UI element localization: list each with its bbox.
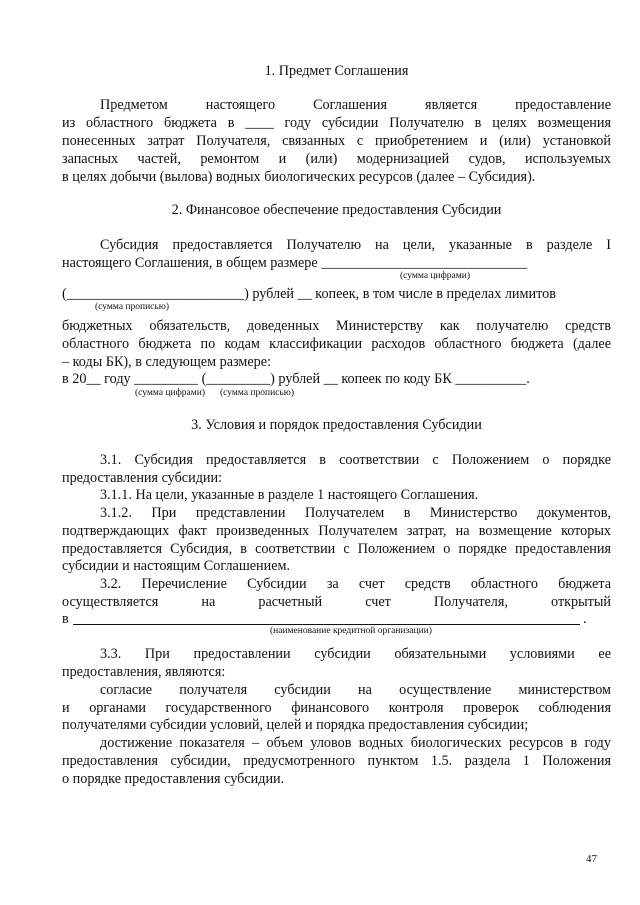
- section2-line-3: (_________________________) рублей __ копеек, в том числе в пределах лимитов: [62, 286, 556, 302]
- caption-sum-digits-2: (сумма цифрами): [135, 388, 205, 398]
- condition2-line-2: предоставления субсидии, предусмотренного пунктом 1.5. раздела 1 Положения: [62, 753, 611, 769]
- condition1-line-1: согласие получателя субсидии на осуществление министерством: [100, 682, 611, 698]
- p33-line-2: предоставления, являются:: [62, 664, 226, 680]
- section1-heading: 1. Предмет Соглашения: [264, 63, 409, 79]
- p312-line-3: предоставляется Субсидия, в соответствии с Положением о порядке предоставления: [62, 541, 611, 557]
- condition1-line-3: получателями субсидии условий, целей и порядка предоставления субсидии;: [62, 717, 529, 733]
- condition1-line-2: и органами государственного финансового контроля проверок соблюдения: [62, 700, 611, 716]
- section2-line-6: – коды БК), в следующем размере:: [62, 354, 272, 370]
- p31-line-2: предоставления субсидии:: [62, 470, 223, 486]
- p312-line-2: подтверждающих факт произведенных Получателем затрат, на возмещение которых: [62, 523, 611, 539]
- caption-sum-words: (сумма прописью): [95, 302, 169, 312]
- section2-line-2: настоящего Соглашения, в общем размере _____________________________: [62, 255, 527, 271]
- p312-line-1: 3.1.2. При представлении Получателем в Министерство документов,: [100, 505, 611, 521]
- caption-sum-digits: (сумма цифрами): [400, 271, 470, 281]
- p32-line-3-prefix: в: [62, 611, 69, 627]
- bank-name-underline: [73, 624, 580, 625]
- section1-line-3: понесенных затрат Получателя, связанных с приобретением и (или) установкой: [62, 133, 611, 149]
- section2-line-4: бюджетных обязательств, доведенных Министерству как получателю средств: [62, 318, 611, 334]
- p33-line-1: 3.3. При предоставлении субсидии обязательными условиями ее: [100, 646, 611, 662]
- p312-line-4: субсидии и настоящим Соглашением.: [62, 558, 291, 574]
- section2-line-7: в 20__ году _________ (_________) рублей __ копеек по коду БК __________.: [62, 371, 530, 387]
- p311-line: 3.1.1. На цели, указанные в разделе 1 настоящего Соглашения.: [100, 487, 479, 503]
- section1-line-1: Предметом настоящего Соглашения является предоставление: [100, 97, 611, 113]
- p31-line-1: 3.1. Субсидия предоставляется в соответствии с Положением о порядке: [100, 452, 611, 468]
- section2-line-1: Субсидия предоставляется Получателю на цели, указанные в разделе I: [100, 237, 611, 253]
- condition2-line-1: достижение показателя – объем уловов водных биологических ресурсов в году: [100, 735, 611, 751]
- caption-sum-words-2: (сумма прописью): [220, 388, 294, 398]
- p32-line-1: 3.2. Перечисление Субсидии за счет средств областного бюджета: [100, 576, 611, 592]
- section1-line-5: в целях добычи (вылова) водных биологических ресурсов (далее – Субсидия).: [62, 169, 536, 185]
- caption-bank-name: (наименование кредитной организации): [270, 626, 432, 636]
- section3-heading: 3. Условия и порядок предоставления Субсидии: [191, 417, 482, 433]
- condition2-line-3: о порядке предоставления субсидии.: [62, 771, 285, 787]
- p32-line-3-suffix: .: [583, 611, 587, 627]
- section1-line-4: запасных частей, ремонтом и (или) модернизацией судов, используемых: [62, 151, 611, 167]
- page-number: 47: [586, 853, 597, 865]
- section2-line-5: областного бюджета по кодам классификации расходов областного бюджета (далее: [62, 336, 611, 352]
- section1-line-2: из областного бюджета в ____ году субсидии Получателю в целях возмещения: [62, 115, 611, 131]
- p32-line-2: осуществляется на расчетный счет Получателя, открытый: [62, 594, 611, 610]
- section2-heading: 2. Финансовое обеспечение предоставления Субсидии: [171, 202, 502, 218]
